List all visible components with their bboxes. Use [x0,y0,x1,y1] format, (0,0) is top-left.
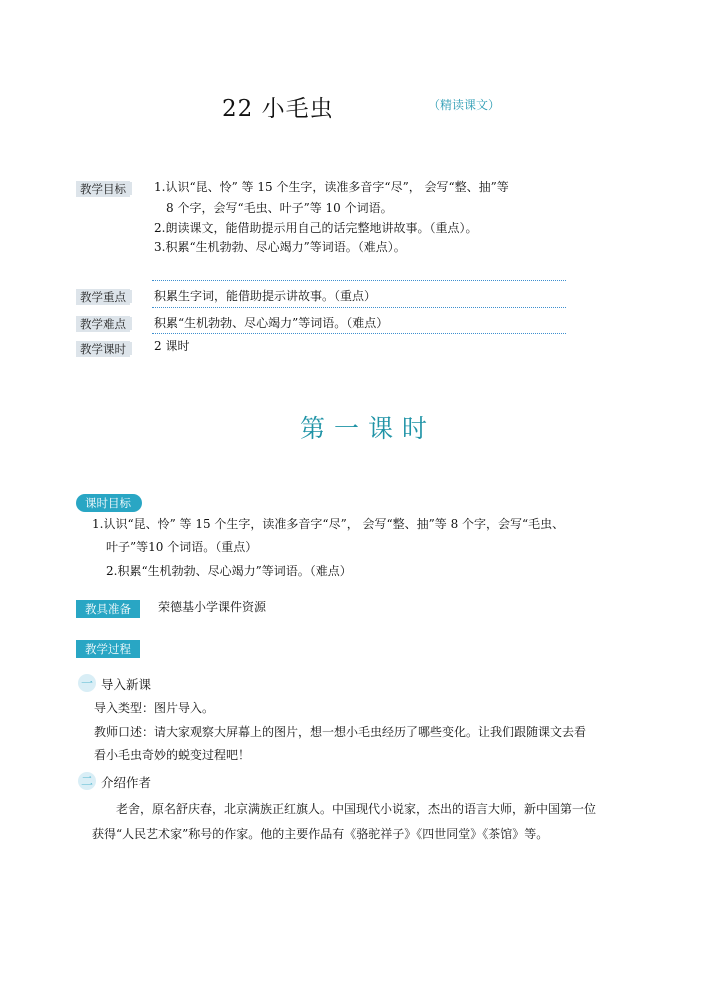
step-1-line-1: 导入类型：图片导入。 [94,701,215,715]
step-2-number-icon: 二 [78,772,96,790]
lesson-goal-1-line-2: 叶子”等10 个词语。（重点） [106,540,258,554]
difficulty-text: 积累“生机勃勃、尽心竭力”等词语。（难点） [154,316,389,330]
prep-label: 教具准备 [76,600,140,618]
objectives-label-block [76,178,138,197]
prep-pill [76,598,140,617]
lesson-title: 22 小毛虫 [222,96,334,122]
lesson-goals-pill [76,492,142,511]
keypoint-label-block [76,286,138,305]
keypoint-label: 教学重点 [76,289,130,305]
step-1-line-2: 教师口述：请大家观察大屏幕上的图片，想一想小毛虫经历了哪些变化。让我们跟随课文去看 [94,725,587,739]
objective-1-line-2: 8 个字，会写“毛虫、叶子”等 10 个词语。 [166,201,393,215]
label-divider [130,317,138,330]
lesson-goal-1-line-1: 1.认识“昆、怜” 等 15 个生字，读准多音字“尽”， 会写“整、抽”等 8 个字，会写“毛虫、 [92,517,565,531]
lesson-goal-2: 2.积累“生机勃勃、尽心竭力”等词语。（难点） [106,564,352,578]
divider-line [152,333,566,334]
section-title: 第一课时 [300,414,437,443]
difficulty-label-block [76,313,138,332]
step-1-title: 导入新课 [101,677,152,692]
objective-3: 3.积累“生机勃勃、尽心竭力”等词语。（难点）。 [154,240,406,254]
keypoint-text: 积累生字词，能借助提示讲故事。（重点） [154,289,377,303]
step-1-number-icon: 一 [78,674,96,692]
label-divider [130,182,138,195]
process-pill [76,638,140,657]
label-divider [130,342,138,355]
step-2-title: 介绍作者 [101,775,152,790]
objectives-label: 教学目标 [76,181,130,197]
hours-label: 教学课时 [76,341,130,357]
step-2-line-2: 获得“人民艺术家”称号的作家。他的主要作品有《骆驼祥子》《四世同堂》《茶馆》等。 [92,827,549,841]
label-divider [130,290,138,303]
objective-1-line-1: 1.认识“昆、怜” 等 15 个生字，读准多音字“尽”， 会写“整、抽”等 [154,180,509,194]
step-2-line-1: 老舍，原名舒庆春，北京满族正红旗人。中国现代小说家，杰出的语言大师，新中国第一位 [116,802,597,816]
process-label: 教学过程 [76,640,140,658]
difficulty-label: 教学难点 [76,316,130,332]
objective-2: 2.朗读课文，能借助提示用自己的话完整地讲故事。（重点）。 [154,221,478,235]
divider-line [152,307,566,308]
lesson-type-tag: （精读课文） [428,98,501,112]
lesson-goals-label: 课时目标 [76,494,142,512]
hours-label-block [76,338,138,357]
step-1-line-3: 看小毛虫奇妙的蜕变过程吧！ [94,748,251,762]
divider-line [152,280,566,281]
hours-text: 2 课时 [154,339,190,353]
prep-text: 荣德基小学课件资源 [158,600,267,614]
